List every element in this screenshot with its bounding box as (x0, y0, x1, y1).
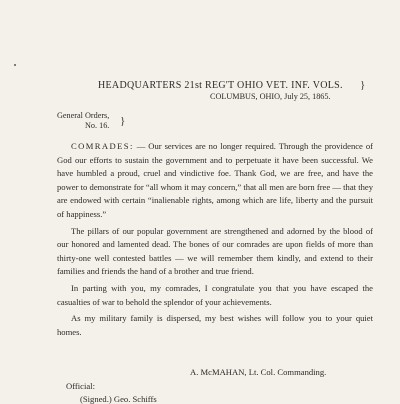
salutation: COMRADES: (71, 141, 134, 151)
brace-mark: } (120, 115, 126, 127)
official-label: Official: (66, 381, 95, 391)
general-orders-block (57, 111, 109, 131)
paper-speck (14, 64, 16, 66)
headquarters-heading: HEADQUARTERS 21st REG'T OHIO VET. INF. VOLS. (98, 80, 343, 91)
brace-mark: } (360, 79, 366, 91)
general-orders-number: No. 16. (85, 121, 110, 130)
order-body (57, 140, 373, 342)
signed-line: (Signed.) Geo. Schiffs (80, 394, 157, 404)
paragraph-parting: In parting with you, my comrades, I congratulate you that you have escaped the casualties of war to behold the splendor of your achievements. (57, 282, 373, 307)
paragraph-dispersed: As my military family is dispersed, my best wishes will follow you to your quiet homes. (57, 313, 373, 337)
paragraph-text: — Our services are no longer required. Through the providence of God our efforts to sustain the government and to perpetuate it have been successful. We have humbled a proud, cruel and vindictive foe. Thank God, we are free, and have the power to demonstrate for “all whom it may concern,” that all men are born free — that they are endowed with certain “inalienable rights, among which are life, liberty and the pursuit of happiness.” (57, 141, 373, 219)
signature-name: A. McMAHAN, Lt. Col. Commanding. (190, 367, 327, 377)
paragraph-pillars: The pillars of our popular government are strengthened and adorned by the blood of our honored and lamented dead. The bones of our comrades are upon fields of more than thirty-one well contested battles — we will remember them kindly, and extend to their families and friends the hand of a brother and true friend. (57, 225, 373, 277)
paragraph-comrades (57, 140, 373, 222)
general-orders-title: General Orders, (57, 111, 110, 120)
location-date: COLUMBUS, OHIO, July 25, 1865. (210, 92, 331, 101)
